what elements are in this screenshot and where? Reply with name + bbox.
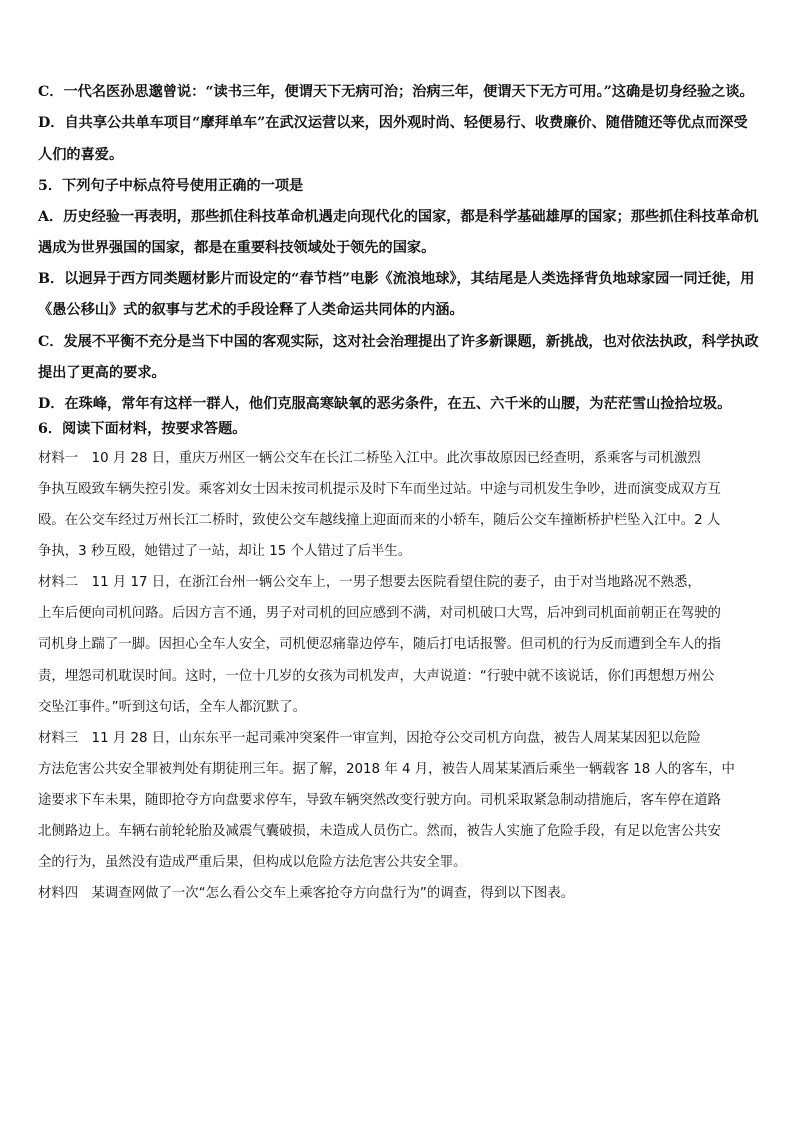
material-1-line: 争执互殴致车辆失控引发。乘客刘女士因未按司机提示及时下车而坐过站。中途与司机发生争吵，进而演变成双方互 [38, 482, 721, 497]
q4-option-c: C．一代名医孙思邈曾说：“读书三年，便谓天下无病可治；治病三年，便谓天下无方可用。”这确是切身经验之谈。 [38, 84, 754, 100]
material-2-line: 材料二 11 月 17 日，在浙江台州一辆公交车上，一男子想要去医院看望住院的妻子，由于对当地路况不熟悉， [38, 575, 701, 590]
material-1-line: 殴。在公交车经过万州长江二桥时，致使公交车越线撞上迎面而来的小轿车，随后公交车撞断桥护栏坠入江中。2 人 [38, 513, 721, 528]
material-1-line: 材料一 10 月 28 日，重庆万州区一辆公交车在长江二桥坠入江中。此次事故原因已经查明，系乘客与司机激烈 [38, 451, 701, 466]
q5-option-c-cont: 提出了更高的要求。 [38, 365, 166, 381]
material-4-line: 材料四 某调查网做了一次“怎么看公交车上乘客抢夺方向盘行为”的调查，得到以下图表。 [38, 886, 575, 901]
q5-option-b-cont: 《愚公移山》式的叙事与艺术的手段诠释了人类命运共同体的内涵。 [38, 302, 464, 318]
q5-option-a-cont: 遇成为世界强国的国家，都是在重要科技领域处于领先的国家。 [38, 240, 436, 256]
material-3-line: 途要求下车未果，随即抢夺方向盘要求停车，导致车辆突然改变行驶方向。司机采取紧急制动措施后，客车停在道路 [38, 793, 721, 808]
material-2-line: 责，埋怨司机耽误时间。这时，一位十几岁的女孩为司机发声，大声说道：“行驶中就不该说话，你们再想想万州公 [38, 669, 715, 684]
q5-option-d: D．在珠峰，常年有这样一群人，他们克服高寒缺氧的恶劣条件，在五、六千米的山腰，为茫茫雪山捡拾垃圾。 [38, 396, 732, 412]
material-3-line: 北侧路边上。车辆右前轮轮胎及减震气囊破损，未造成人员伤亡。然而，被告人实施了危险手段，有足以危害公共安 [38, 824, 721, 839]
q5-option-b: B．以迥异于西方同类题材影片而设定的“春节档”电影《流浪地球》，其结尾是人类选择背负地球家园一同迁徙，用 [38, 271, 755, 287]
material-1-line: 争执，3 秒互殴，她错过了一站，却让 15 个人错过了后半生。 [38, 544, 412, 559]
material-2-line: 交坠江事件。”听到这句话，全车人都沉默了。 [38, 700, 307, 715]
material-2-line: 司机身上踹了一脚。因担心全车人安全，司机便忍痛靠边停车，随后打电话报警。但司机的行为反而遭到全车人的指 [38, 637, 721, 652]
q4-option-d-cont: 人们的喜爱。 [38, 147, 124, 163]
material-2-line: 上车后便向司机问路。后因方言不通，男子对司机的回应感到不满，对司机破口大骂，后冲到司机面前朝正在驾驶的 [38, 606, 721, 621]
q5-option-c: C．发展不平衡不充分是当下中国的客观实际，这对社会治理提出了许多新课题，新挑战，也对依法执政，科学执政 [38, 334, 759, 350]
q5-stem: 5．下列句子中标点符号使用正确的一项是 [38, 178, 304, 194]
q6-stem: 6．阅读下面材料，按要求答题。 [38, 421, 247, 437]
q4-option-d: D．自共享公共单车项目“摩拜单车”在武汉运营以来，因外观时尚、轻便易行、收费廉价、随借随还等优点而深受 [38, 115, 748, 131]
material-3-line: 材料三 11 月 28 日，山东东平一起司乘冲突案件一审宣判，因抢夺公交司机方向盘，被告人周某某因犯以危险 [38, 731, 701, 746]
material-3-line: 全的行为，虽然没有造成严重后果，但构成以危险方法危害公共安全罪。 [38, 855, 467, 870]
q5-option-a: A．历史经验一再表明，那些抓住科技革命机遇走向现代化的国家，都是科学基础雄厚的国家；那些抓住科技革命机 [38, 209, 759, 225]
material-3-line: 方法危害公共安全罪被判处有期徒刑三年。据了解，2018 年 4 月，被告人周某某酒后乘坐一辆载客 18 人的客车，中 [38, 762, 735, 777]
